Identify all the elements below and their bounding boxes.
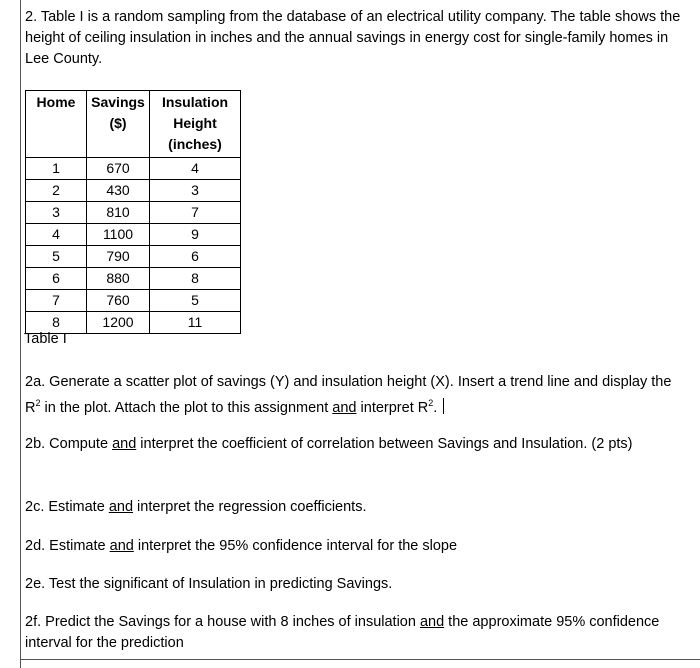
q2f-and: and	[419, 614, 445, 630]
cell-savings: 760	[87, 290, 150, 312]
cell-home: 7	[26, 290, 87, 312]
cell-insulation: 5	[150, 290, 241, 312]
cell-insulation: 6	[150, 246, 241, 268]
text-cursor	[443, 398, 444, 414]
data-table	[25, 90, 241, 334]
problem-intro: 2. Table I is a random sampling from the database of an electrical utility company. The table shows the height of ceiling insulation in inches and the annual savings in energy cost for single-family homes in Lee County.	[25, 9, 681, 67]
header-insulation-line1: Insulation	[161, 94, 229, 110]
cell-insulation: 8	[150, 268, 241, 290]
q2d-text-2: interpret the 95% confidence interval for the slope	[133, 538, 458, 554]
table-caption: Table I	[24, 331, 67, 347]
header-home	[26, 91, 87, 158]
q2c-text-1: 2c. Estimate	[25, 499, 109, 515]
bottom-rule	[20, 659, 700, 660]
q2f-text-1: 2f. Predict the Savings for a house with 8 inches of insulation	[25, 614, 420, 630]
cell-savings: 810	[87, 202, 150, 224]
cell-home: 8	[26, 312, 87, 334]
q2b-text-2: interpret the coefficient of correlation between Savings and Insulation. (2 pts)	[136, 436, 633, 452]
cell-home: 6	[26, 268, 87, 290]
table-row	[26, 180, 241, 202]
question-2b	[25, 434, 690, 455]
cell-home: 2	[26, 180, 87, 202]
table-row	[26, 246, 241, 268]
header-insulation	[150, 91, 241, 158]
q2f-text-2: the approximate 95% confidence interval for the prediction	[25, 614, 660, 651]
table-header-row	[26, 91, 241, 158]
cell-savings: 1200	[87, 312, 150, 334]
cell-savings: 1100	[87, 224, 150, 246]
q2a-text-4: .	[433, 399, 438, 416]
question-2c	[25, 497, 690, 518]
question-2f	[25, 612, 690, 654]
q2b-text-1: 2b. Compute	[25, 436, 113, 452]
q2a-text-2: in the plot. Attach the plot to this assignment	[40, 399, 333, 416]
q2d-and: and	[109, 538, 134, 554]
table-row	[26, 268, 241, 290]
header-savings-line1: Savings	[91, 94, 145, 110]
header-insulation-line3: (inches)	[168, 136, 222, 152]
header-savings	[87, 91, 150, 158]
q2a-text-1: 2a. Generate a scatter plot of savings (Y) and insulation height (X). Insert a trend line and display the R	[25, 374, 672, 416]
cell-insulation: 3	[150, 180, 241, 202]
table-row	[26, 202, 241, 224]
cell-savings: 430	[87, 180, 150, 202]
q2c-and: and	[108, 499, 134, 515]
question-2d	[25, 536, 690, 557]
q2d-text-1: 2d. Estimate	[25, 538, 110, 554]
q2a-superscript-1: 2	[35, 398, 41, 408]
cell-home: 5	[26, 246, 87, 268]
header-insulation-line2: Height	[173, 115, 217, 131]
table-row	[26, 224, 241, 246]
cell-home: 3	[26, 202, 87, 224]
cell-insulation: 7	[150, 202, 241, 224]
cell-savings: 880	[87, 268, 150, 290]
cell-home: 1	[26, 158, 87, 180]
q2a-and: and	[332, 399, 357, 416]
cell-insulation: 4	[150, 158, 241, 180]
cell-savings: 670	[87, 158, 150, 180]
cell-insulation: 11	[150, 312, 241, 334]
question-2a	[25, 372, 690, 419]
q2a-superscript-2: 2	[428, 398, 434, 408]
q2b-and: and	[112, 436, 137, 452]
cell-insulation: 9	[150, 224, 241, 246]
cell-savings: 790	[87, 246, 150, 268]
q2a-text-3: interpret R	[356, 399, 429, 416]
cell-home: 4	[26, 224, 87, 246]
header-savings-line2: ($)	[109, 115, 127, 131]
table-row	[26, 290, 241, 312]
header-home-label: Home	[36, 94, 76, 110]
table-row	[26, 158, 241, 180]
q2c-text-2: interpret the regression coefficients.	[133, 499, 367, 515]
question-2e: 2e. Test the significant of Insulation in predicting Savings.	[25, 576, 393, 592]
